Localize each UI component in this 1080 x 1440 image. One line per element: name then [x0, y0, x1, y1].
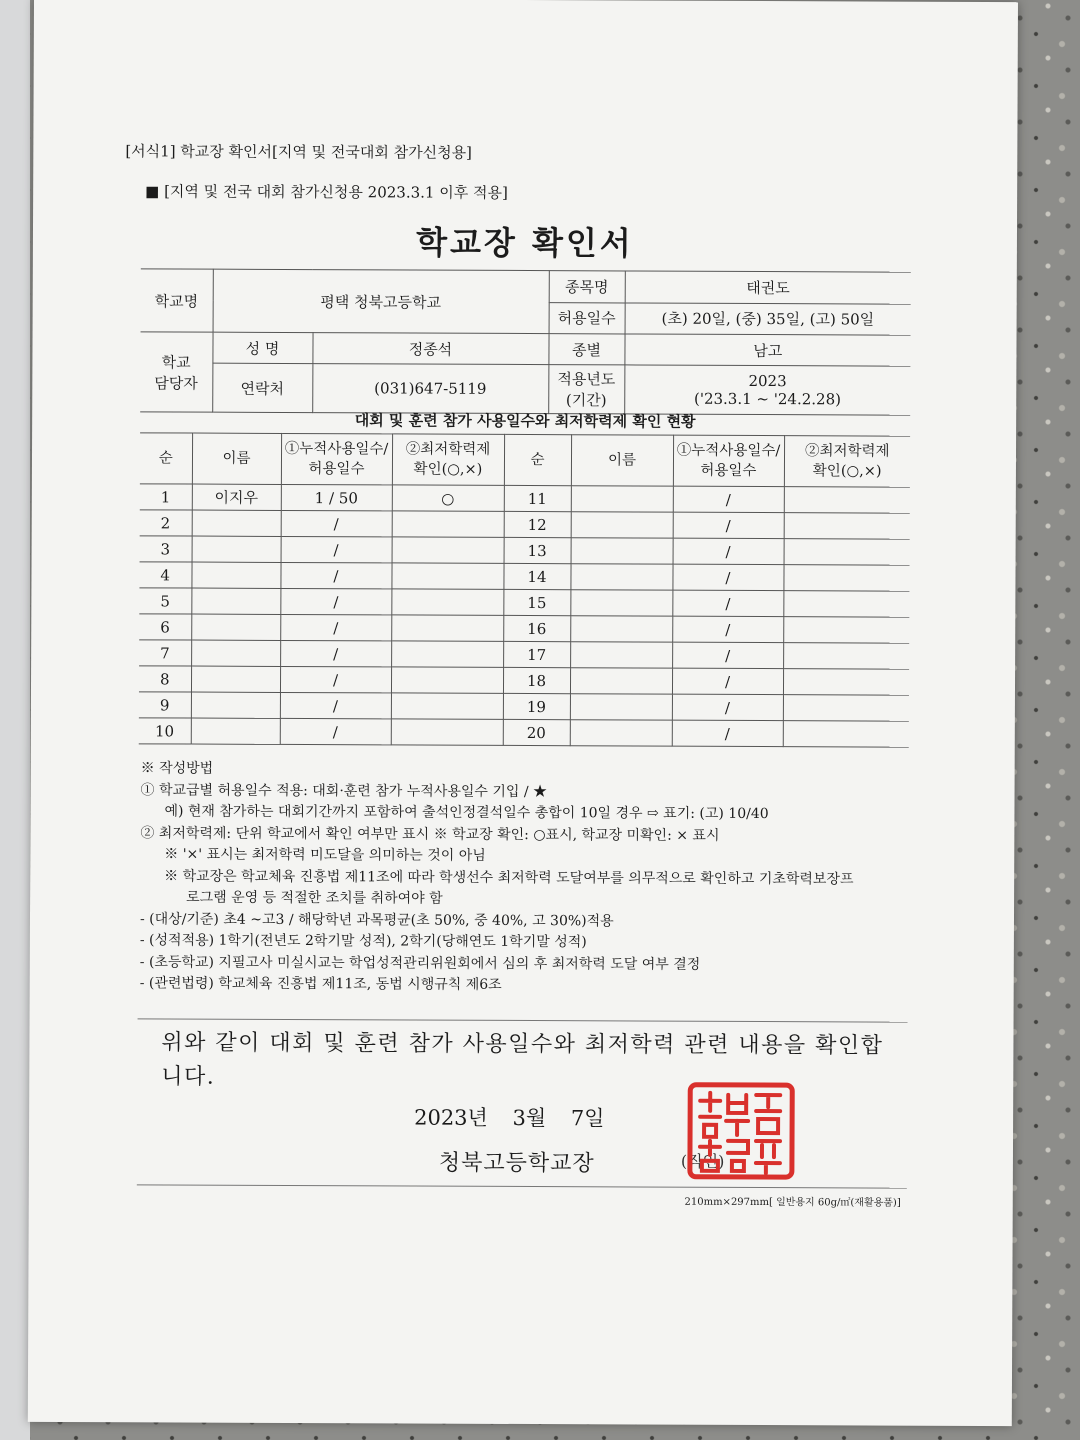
note-2-b: ※ 학교장은 학교체육 진흥법 제11조에 따라 학생선수 최저학력 도달여부를 의무적으로 확인하고 기초학력보장프	[164, 867, 854, 887]
row-days-right: /	[672, 564, 783, 590]
row-name-left	[192, 536, 281, 562]
year-label-line2: (기간)	[565, 391, 607, 410]
row-no-right: 11	[504, 485, 571, 511]
manager-label-line2: 담당자	[154, 373, 198, 393]
row-name-left	[192, 510, 281, 536]
row-check-right	[784, 513, 910, 540]
table-row	[139, 562, 909, 591]
row-check-right	[783, 591, 909, 618]
year-number: 2023	[748, 371, 787, 391]
form-label: [서식1] 학교장 확인서[지역 및 전국대회 참가신청용]	[125, 142, 472, 162]
row-check-left	[391, 693, 503, 719]
row-days-left: /	[280, 562, 391, 588]
row-check-left	[392, 537, 504, 563]
row-name-left: 이지우	[192, 484, 281, 510]
row-no-left: 1	[140, 484, 192, 510]
row-check-left	[391, 719, 503, 745]
row-days-left: /	[281, 536, 392, 562]
row-no-left: 9	[139, 692, 191, 718]
row-name-right	[570, 564, 672, 590]
row-days-left: /	[280, 588, 391, 614]
row-check-right	[784, 539, 910, 566]
status-caption: 대회 및 훈련 참가 사용일수와 최저학력제 확인 현황	[354, 411, 696, 431]
row-name-left	[191, 562, 280, 588]
school-name-label: 학교명	[141, 269, 213, 332]
issue-date: 2023년 3월 7일	[414, 1105, 605, 1131]
row-check-right	[783, 669, 909, 696]
row-days-right: /	[672, 642, 783, 668]
manager-label-line1: 학교	[161, 352, 191, 372]
row-days-right: /	[672, 590, 783, 616]
header-no-left: 순	[140, 433, 192, 484]
row-no-left: 5	[139, 588, 191, 614]
paper-spec-footnote: 210mm×297mm[ 일반용지 60g/㎡(재활용품)]	[684, 1196, 901, 1209]
row-check-right	[784, 487, 910, 514]
header-days-line1: ①누적사용일수/	[284, 440, 389, 458]
row-name-right	[570, 590, 672, 616]
header-check-line2: 확인(○,×)	[812, 463, 882, 480]
header-days-line2: 허용일수	[700, 462, 757, 480]
note-2-a: ※ '×' 표시는 최저학력 미도달을 의미하는 것이 아님	[164, 846, 486, 864]
row-check-left: ○	[392, 485, 504, 511]
row-days-left: /	[280, 718, 391, 744]
row-days-left: /	[280, 640, 391, 666]
confirmation-line1: 위와 같이 대회 및 훈련 참가 사용일수와 최저학력 관련 내용을 확인합	[161, 1030, 884, 1059]
year-value	[624, 365, 910, 415]
row-name-left	[191, 588, 280, 614]
row-days-left: /	[280, 692, 391, 718]
row-check-left	[391, 563, 503, 589]
notes-heading: ※ 작성방법	[140, 760, 214, 777]
header-days-line2: 허용일수	[308, 461, 365, 478]
row-name-left	[191, 692, 280, 718]
header-days-left	[281, 433, 392, 484]
allowed-days-label: 허용일수	[549, 302, 625, 334]
header-check-line1: ②최저학력제	[405, 441, 491, 458]
row-name-left	[191, 718, 280, 744]
sport-label: 종목명	[549, 271, 625, 303]
row-days-right: /	[672, 694, 783, 720]
row-check-left	[391, 641, 503, 667]
document-title: 학교장 확인서	[416, 223, 634, 263]
table-row	[139, 614, 909, 643]
row-check-left	[391, 667, 503, 693]
row-no-right: 18	[503, 667, 570, 693]
info-table	[140, 268, 911, 415]
row-check-right	[783, 643, 909, 670]
principal-title: 청북고등학교장	[438, 1150, 595, 1177]
gender-value: 남고	[624, 334, 910, 366]
table-row	[140, 510, 910, 539]
name-value: 정종석	[312, 333, 548, 365]
row-name-left	[191, 640, 280, 666]
note-1: ① 학교급별 허용일수 적용: 대회·훈련 참가 누적사용일수 기입 / ★	[140, 781, 548, 800]
header-name-left: 이름	[192, 433, 281, 484]
contact-label: 연락처	[212, 363, 312, 412]
header-check-line2: 확인(○,×)	[413, 461, 483, 478]
year-period: ('23.3.1 ~ '24.2.28)	[693, 389, 842, 409]
row-name-right	[570, 720, 672, 746]
school-name-value: 평택 청북고등학교	[213, 269, 549, 333]
form-subtitle: ■ [지역 및 전국 대회 참가신청용 2023.3.1 이후 적용]	[145, 182, 508, 202]
row-days-left: /	[281, 510, 392, 536]
header-days-line1: ①누적사용일수/	[676, 442, 781, 460]
row-name-right	[570, 616, 672, 642]
row-days-left: 1 / 50	[281, 484, 392, 510]
note-2: ② 최저학력제: 단위 학교에서 확인 여부만 표시 ※ 학교장 확인: ○표시, 학교장 미확인: × 표시	[140, 824, 720, 844]
table-row	[139, 666, 909, 695]
row-check-left	[392, 511, 504, 537]
row-no-left: 8	[139, 666, 191, 692]
row-days-left: /	[280, 666, 391, 692]
year-label	[548, 365, 624, 414]
table-header-row	[140, 433, 910, 487]
row-no-left: 10	[139, 718, 191, 744]
row-no-left: 7	[139, 640, 191, 666]
seal-label: (직인)	[680, 1151, 725, 1171]
detail-1: - (대상/기준) 초4 ~고3 / 해당학년 과목평균(초 50%, 중 40%, 고 30%)적용	[139, 910, 614, 929]
table-row	[139, 640, 909, 669]
header-no-right: 순	[504, 434, 571, 485]
divider-bottom	[137, 1184, 907, 1188]
header-days-right	[673, 435, 784, 486]
header-check-left	[392, 434, 504, 485]
row-name-right	[571, 538, 673, 564]
detail-4: - (관련법령) 학교체육 진흥법 제11조, 동법 시행규칙 제6조	[139, 975, 502, 993]
name-label: 성 명	[212, 332, 312, 363]
row-days-right: /	[673, 512, 784, 538]
contact-value: (031)647-5119	[312, 364, 548, 414]
row-no-right: 16	[503, 615, 570, 641]
row-days-right: /	[672, 616, 783, 642]
row-check-right	[783, 721, 909, 748]
row-check-right	[783, 695, 909, 722]
row-no-left: 6	[139, 614, 191, 640]
row-no-right: 12	[504, 511, 571, 537]
header-check-line1: ②최저학력제	[804, 443, 890, 460]
writing-instructions	[140, 758, 911, 998]
row-no-left: 4	[139, 562, 191, 588]
table-row	[140, 536, 910, 565]
confirmation-line2: 니다.	[161, 1064, 216, 1090]
table-row	[139, 692, 909, 721]
background-wall-edge	[0, 0, 30, 1440]
row-name-left	[191, 614, 280, 640]
header-name-right: 이름	[571, 435, 673, 486]
row-name-right	[571, 486, 673, 512]
row-no-right: 17	[503, 641, 570, 667]
table-row	[140, 484, 910, 513]
row-check-right	[783, 617, 909, 644]
row-days-right: /	[672, 720, 783, 746]
detail-3: - (초등학교) 지필고사 미실시교는 학업성적관리위원회에서 심의 후 최저학력 도달 여부 결정	[139, 953, 701, 973]
row-days-right: /	[673, 486, 784, 512]
table-row	[139, 718, 909, 747]
year-label-line1: 적용년도	[557, 370, 616, 389]
row-name-right	[570, 642, 672, 668]
note-1-example: 예) 현재 참가하는 대회기간까지 포함하여 출석인정결석일수 총합이 10일 경우 ⇨ 표기: (고) 10/40	[164, 803, 769, 823]
row-name-right	[570, 694, 672, 720]
row-check-left	[391, 615, 503, 641]
row-days-left: /	[280, 614, 391, 640]
header-check-right	[784, 436, 910, 488]
row-name-left	[191, 666, 280, 692]
row-no-left: 3	[140, 536, 192, 562]
row-check-left	[391, 589, 503, 615]
allowed-days-value: (초) 20일, (중) 35일, (고) 50일	[625, 302, 911, 335]
sport-value: 태권도	[625, 271, 911, 304]
athlete-status-table	[139, 432, 910, 747]
gender-label: 종별	[548, 334, 624, 365]
table-row	[139, 588, 909, 617]
document-page	[28, 0, 1018, 1426]
row-no-right: 13	[504, 537, 571, 563]
row-days-right: /	[673, 538, 784, 564]
row-check-right	[783, 565, 909, 592]
row-no-right: 14	[503, 563, 570, 589]
detail-2: - (성적적용) 1학기(전년도 2학기말 성적), 2학기(당해연도 1학기말 성적)	[139, 932, 587, 951]
row-no-right: 20	[503, 719, 570, 745]
row-days-right: /	[672, 668, 783, 694]
note-2-b-cont: 로그램 운영 등 적절한 조치를 취하여야 함	[186, 889, 443, 907]
seal-glyphs	[700, 1093, 780, 1173]
row-name-right	[570, 668, 672, 694]
divider-top	[138, 1018, 908, 1022]
row-name-right	[571, 512, 673, 538]
row-no-right: 19	[503, 693, 570, 719]
row-no-right: 15	[503, 589, 570, 615]
school-seal-stamp	[686, 1081, 796, 1181]
manager-label	[140, 332, 212, 412]
row-no-left: 2	[140, 510, 192, 536]
